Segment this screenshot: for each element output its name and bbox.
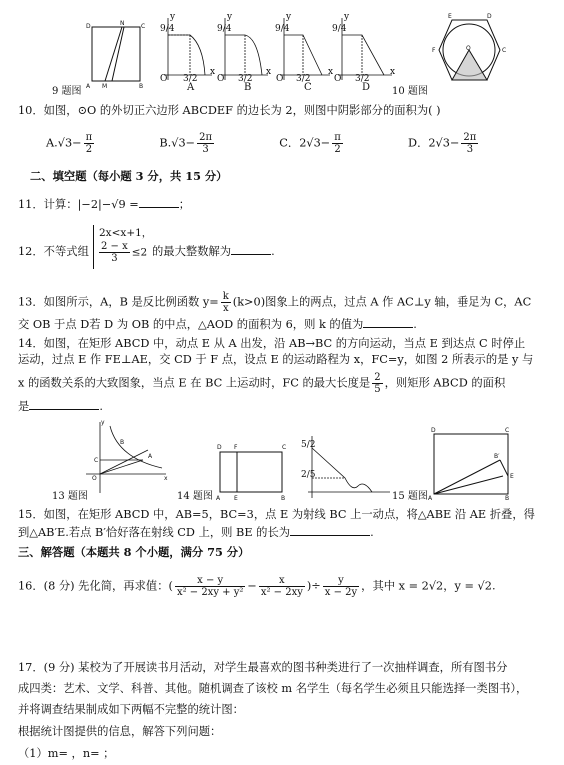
svg-text:B: B	[281, 495, 286, 502]
q14-line3: x 的函数关系的大致图象，当点 E 在 BC 上运动时，FC 的最大长度是 $\frac{2}{5}$ ，则矩形 ABCD 的面积	[18, 372, 506, 395]
fig13-caption: 13 题图	[52, 491, 88, 502]
origin-d: O	[334, 74, 342, 84]
fig14-caption: 14 题图	[177, 491, 213, 502]
option-c-label: C	[304, 82, 312, 93]
section3-title: 三、解答题（本题共 8 个小题，满分 75 分）	[18, 545, 250, 559]
q12-row1: 2x<x+1，	[99, 227, 153, 239]
svg-text:y: y	[101, 419, 105, 426]
axis-x-d: x	[390, 67, 396, 77]
option-a-label: A	[187, 82, 195, 93]
tick-3-2-d: 3/2	[355, 74, 370, 84]
tick-9-4-c: 9/4	[275, 24, 290, 34]
origin-a: O	[160, 74, 168, 84]
svg-text:E: E	[448, 13, 452, 20]
axis-y-c: y	[286, 12, 292, 22]
fig14-graph	[308, 436, 390, 498]
q17-line5: （1）m= ，n= ；	[18, 747, 115, 760]
option-b-label: B	[244, 82, 252, 93]
axis-y-a: y	[170, 12, 176, 22]
svg-text:x: x	[164, 475, 168, 482]
q17-line2: 成四类：艺术、文学、科普、其他。随机调查了该校 m 名学生（每名学生必须且只能选择一类图书），	[18, 682, 528, 695]
svg-text:N: N	[120, 20, 125, 27]
tick-2-5: 2/5	[301, 470, 316, 480]
tick-9-4-d: 9/4	[332, 24, 347, 34]
svg-text:D: D	[217, 444, 222, 451]
origin-b: O	[217, 74, 225, 84]
fig15-caption: 15 题图	[392, 491, 428, 502]
svg-text:C: C	[502, 47, 507, 54]
q10-text: 10．如图，⊙O 的外切正六边形 ABCDEF 的边长为 2，则图中阴影部分的面积为( )	[18, 104, 441, 117]
svg-text:A: A	[86, 83, 91, 90]
svg-text:O: O	[466, 45, 471, 52]
fig9-caption: 9 题图	[52, 86, 82, 97]
q14-line4: 是 .	[18, 400, 103, 413]
tick-5-2: 5/2	[301, 440, 316, 450]
svg-text:M: M	[102, 83, 108, 90]
tick-9-4-b: 9/4	[217, 24, 232, 34]
q12-suffix: 的最大整数解为 .	[152, 245, 275, 258]
svg-text:F: F	[234, 444, 238, 451]
svg-text:B: B	[139, 83, 144, 90]
tick-9-4-a: 9/4	[160, 24, 175, 34]
fig15-rectangle	[434, 434, 508, 494]
origin-c: O	[276, 74, 284, 84]
fig10-caption: 10 题图	[392, 86, 428, 97]
svg-text:C: C	[505, 427, 510, 434]
axis-y-d: y	[344, 12, 350, 22]
option-d-label: D	[362, 82, 371, 93]
svg-text:D: D	[86, 23, 91, 30]
svg-text:O: O	[92, 475, 97, 482]
svg-text:A: A	[216, 495, 221, 502]
tick-3-2-a: 3/2	[183, 74, 198, 84]
q12-row2: $\frac{2 - x}{3}$ ≤2	[101, 241, 148, 264]
q14-line1: 14．如图，在矩形 ABCD 中，动点 E 从 A 出发，沿 AB→BC 的方向运动，当点 E 到达点 C 时停止	[18, 337, 526, 350]
q13-line2: 交 OB 于点 D若 D 为 OB 的中点，△AOD 的面积为 6，则 k 的值为 .	[18, 318, 417, 331]
top-figures	[0, 0, 564, 100]
svg-text:E: E	[510, 473, 514, 480]
svg-text:D: D	[487, 13, 492, 20]
svg-text:A: A	[428, 495, 433, 502]
q17-line3: 并将调查结果制成如下两幅不完整的统计图：	[18, 703, 244, 716]
tick-3-2-c: 3/2	[296, 74, 311, 84]
section2-title: 二、填空题（每小题 3 分，共 15 分）	[30, 169, 228, 183]
axis-y-b: y	[227, 12, 233, 22]
q15-line2: 到△AB′E.若点 B′恰好落在射线 CD 上，则 BE 的长为 .	[18, 526, 374, 539]
svg-text:A: A	[148, 453, 153, 460]
svg-text:B′: B′	[494, 453, 500, 460]
q17-line4: 根据统计图提供的信息，解答下列问题：	[18, 725, 222, 738]
svg-text:C: C	[94, 457, 99, 464]
svg-text:B: B	[505, 495, 510, 502]
q16: 16．(8 分) 先化简，再求值：( $\frac{x - y}{\text{x² − 2xy + y²}}$ − $\frac{x}{\text{x² − 2xy}}$ )÷ $\frac{y}{x - 2y}$ ，其中 x = 2√2，y = √2.	[18, 575, 496, 598]
q11: 11．计算：|−2|−√9 = ；	[18, 198, 191, 211]
axis-x-b: x	[266, 67, 272, 77]
svg-text:E: E	[234, 495, 238, 502]
tick-3-2-b: 3/2	[238, 74, 253, 84]
q13-line1: 13．如图所示，A，B 是反比例函数 y= $\frac{k}{x}$ (k>0)图象上的两点，过点 A 作 AC⊥y 轴，垂足为 C，AC	[18, 291, 532, 314]
svg-text:C: C	[282, 444, 287, 451]
fig9-square	[92, 27, 140, 81]
axis-x-a: x	[210, 67, 216, 77]
svg-text:F: F	[432, 47, 436, 54]
q15-line1: 15．如图，在矩形 ABCD 中，AB=5，BC=3，点 E 为射线 BC 上一动点，将△ABE 沿 AE 折叠，得	[18, 508, 535, 521]
q17-line1: 17．(9 分) 某校为了开展读书月活动，对学生最喜欢的图书种类进行了一次抽样调查，所有图书分	[18, 661, 508, 674]
q14-line2: 运动，过点 E 作 FE⊥AE，交 CD 于 F 点，设点 E 的运动路程为 x，FC=y，如图 2 所表示的是 y 与	[18, 353, 534, 366]
q10-options: A.√3− $\frac{\pi}{2}$ B.√3− $\frac{2\pi}{3}$ C．2√3− $\frac{\pi}{2}$ D．2√3− $\frac{2\pi}{3}$	[46, 132, 477, 155]
q12-prefix: 12．不等式组	[18, 245, 89, 258]
svg-text:D: D	[431, 427, 436, 434]
svg-text:C: C	[141, 23, 146, 30]
svg-text:B: B	[120, 439, 125, 446]
fig14-rectangle	[220, 452, 282, 492]
axis-x-c: x	[328, 67, 334, 77]
